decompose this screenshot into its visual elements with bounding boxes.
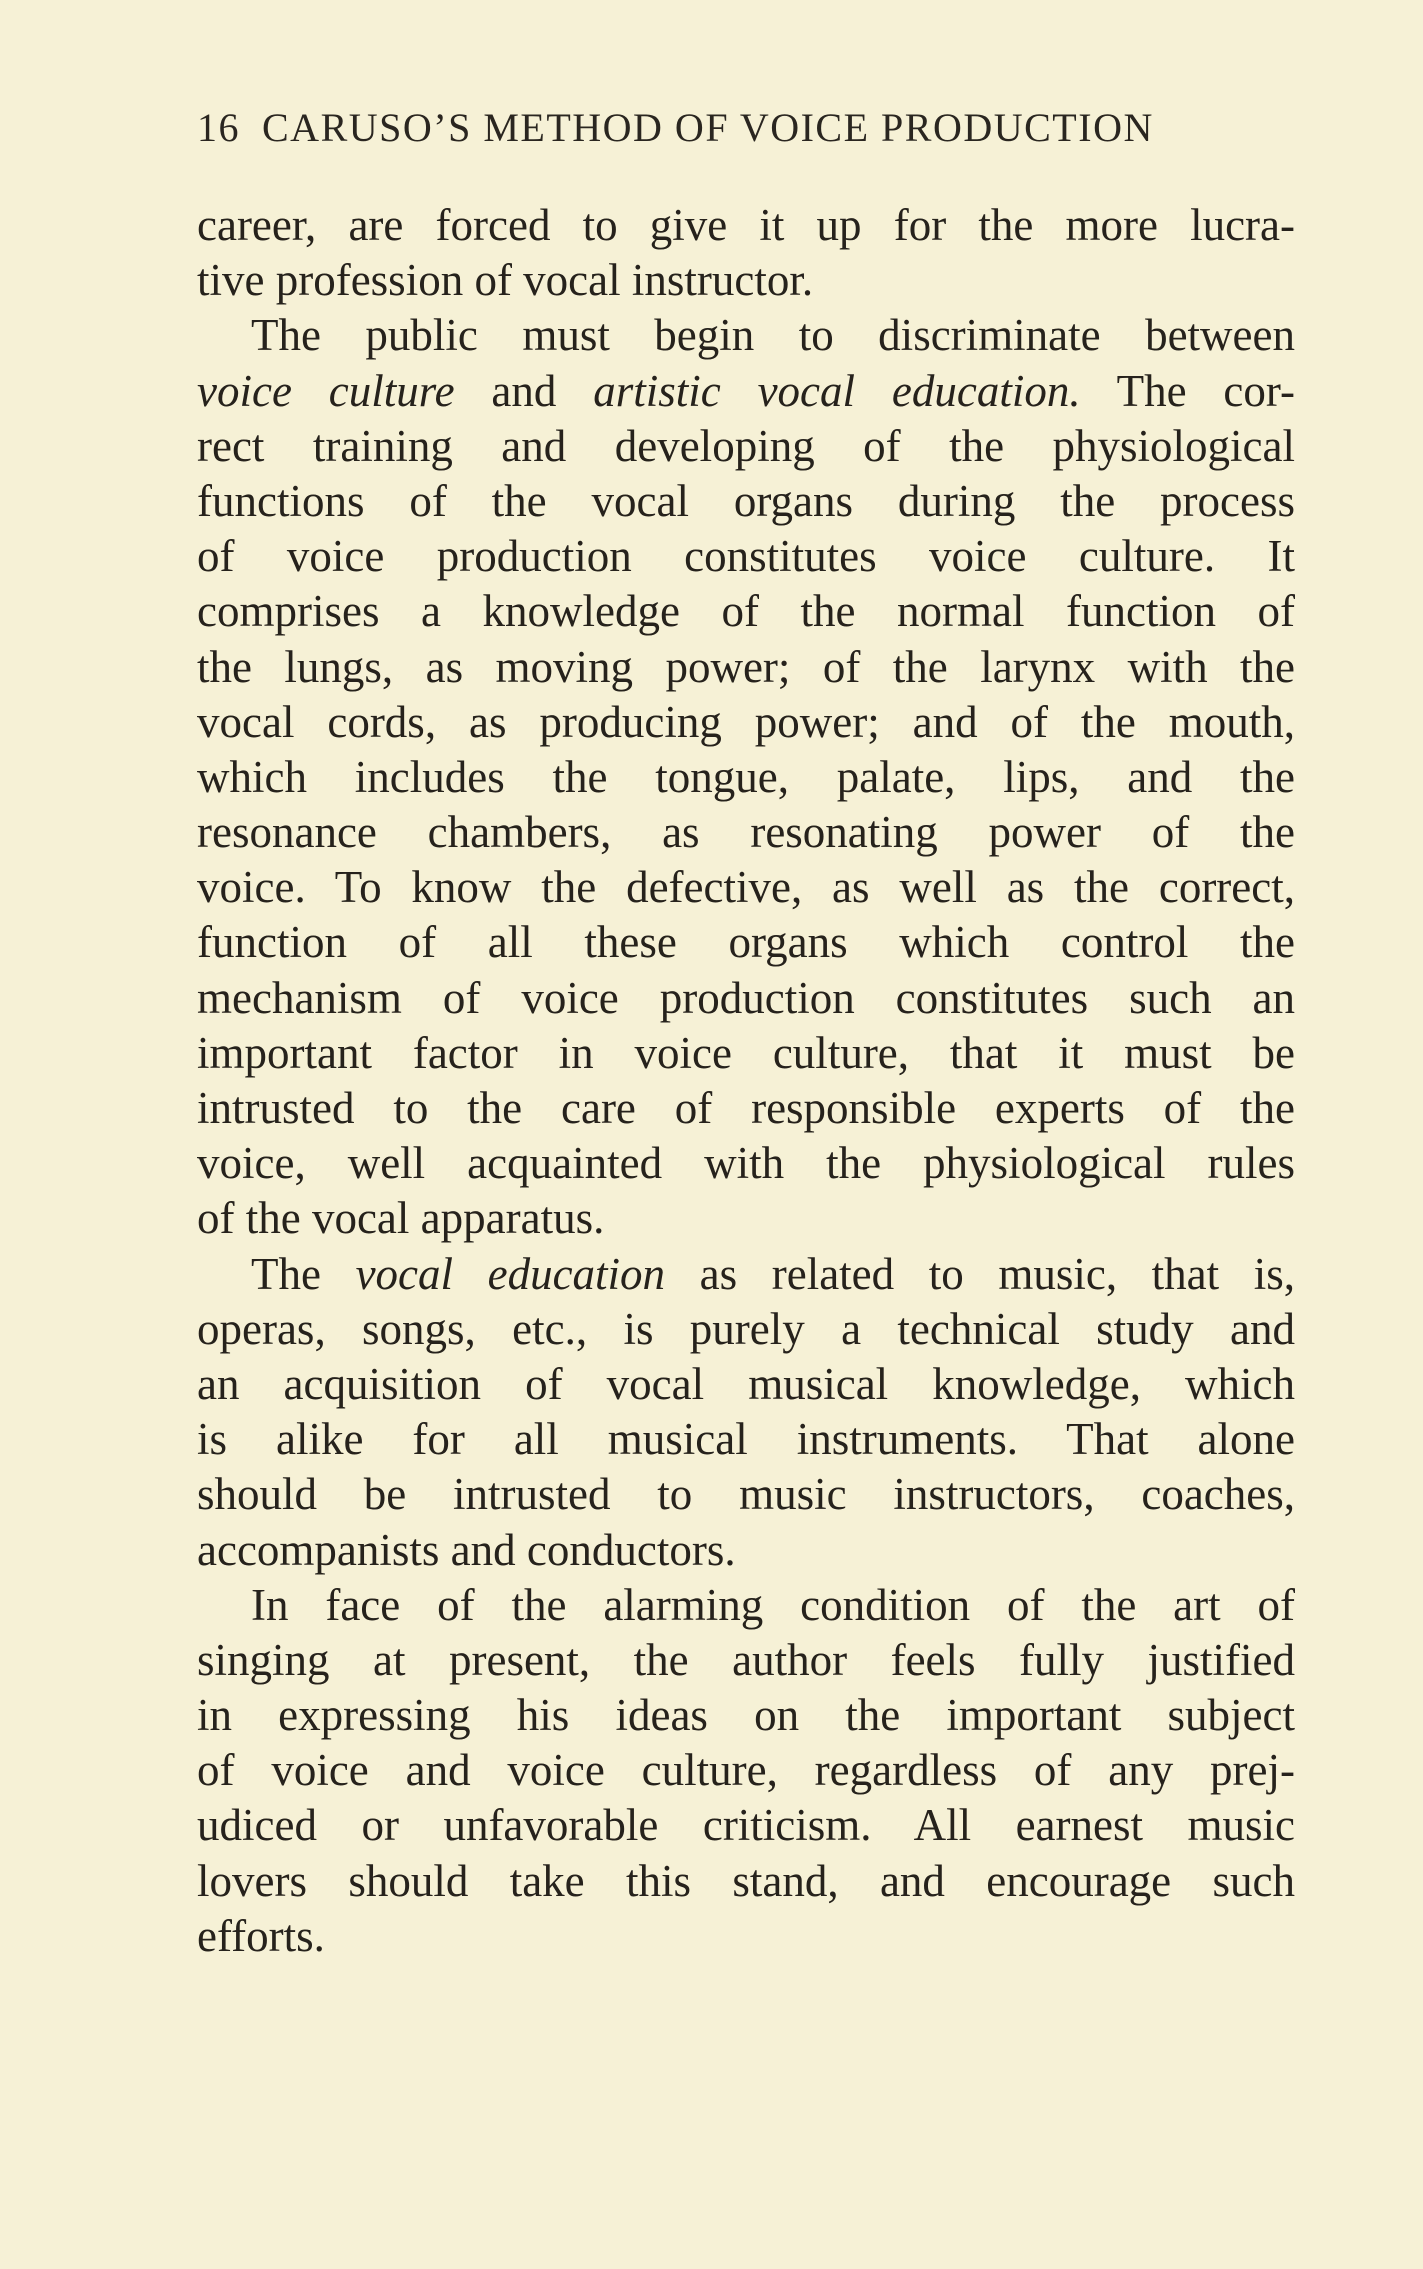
italic-term-vocal-education: vocal education: [355, 1248, 666, 1299]
text-fragment: The: [251, 1248, 356, 1299]
italic-term-artistic-vocal-education: artistic vocal education.: [593, 365, 1081, 416]
paragraph-1: [197, 198, 1295, 308]
text-line: comprises a knowledge of the normal function of: [197, 586, 1295, 637]
text-line: lovers should take this stand, and encourage such: [197, 1855, 1295, 1906]
text-line: the lungs, as moving power; of the larynx with the: [197, 641, 1295, 692]
text-line: mechanism of voice production constitutes such an: [197, 972, 1295, 1023]
running-head: CARUSO’S METHOD OF VOICE PRODUCTION: [262, 105, 1154, 150]
text-line: singing at present, the author feels fully justified: [197, 1634, 1295, 1685]
text-fragment: as related to music, that is,: [665, 1248, 1295, 1299]
text-line: in expressing his ideas on the important subject: [197, 1690, 1295, 1741]
text-line: udiced or unfavorable criticism. All earnest music: [197, 1800, 1295, 1851]
text-line: of voice production constitutes voice culture. It: [197, 531, 1295, 582]
text-fragment: The cor-: [1080, 365, 1295, 416]
text-line: functions of the vocal organs during the process: [197, 475, 1295, 526]
text-line: voice, well acquainted with the physiological rules: [197, 1138, 1295, 1189]
text-line: should be intrusted to music instructors, coaches,: [197, 1469, 1295, 1520]
text-line: rect training and developing of the physiological: [197, 420, 1295, 471]
text-line: [197, 364, 1295, 419]
text-line: resonance chambers, as resonating power of the: [197, 807, 1295, 858]
text-line: operas, songs, etc., is purely a technical study and: [197, 1303, 1295, 1354]
text-line: voice. To know the defective, as well as the correct,: [197, 862, 1295, 913]
text-line: of the vocal apparatus.: [197, 1193, 605, 1244]
text-line: important factor in voice culture, that it must be: [197, 1027, 1295, 1078]
text-line: accompanists and conductors.: [197, 1524, 736, 1575]
text-line: career, are forced to give it up for the more lucra-: [197, 200, 1295, 250]
text-fragment: and: [454, 365, 594, 416]
paragraph-4: [197, 1578, 1295, 1964]
text-line: tive profession of vocal instructor.: [197, 255, 814, 306]
text-line: function of all these organs which control the: [197, 917, 1295, 968]
text-line: efforts.: [197, 1910, 325, 1961]
body-text: [197, 198, 1295, 1964]
text-line: intrusted to the care of responsible experts of the: [197, 1083, 1295, 1133]
page-header: [197, 104, 1297, 164]
text-line: [197, 1247, 1295, 1302]
text-line: of voice and voice culture, regardless of any prej-: [197, 1745, 1295, 1796]
paragraph-3: [197, 1247, 1295, 1578]
text-line: The public must begin to discriminate between: [251, 310, 1295, 361]
text-line: which includes the tongue, palate, lips, and the: [197, 751, 1295, 802]
italic-term-voice-culture: voice culture: [197, 365, 455, 416]
text-line: vocal cords, as producing power; and of the mouth,: [197, 696, 1295, 747]
text-line: an acquisition of vocal musical knowledge, which: [197, 1358, 1295, 1409]
paragraph-2: [197, 308, 1295, 1246]
text-line: is alike for all musical instruments. That alone: [197, 1414, 1295, 1465]
text-line: In face of the alarming condition of the art of: [251, 1579, 1295, 1630]
page-number: 16: [197, 105, 240, 150]
